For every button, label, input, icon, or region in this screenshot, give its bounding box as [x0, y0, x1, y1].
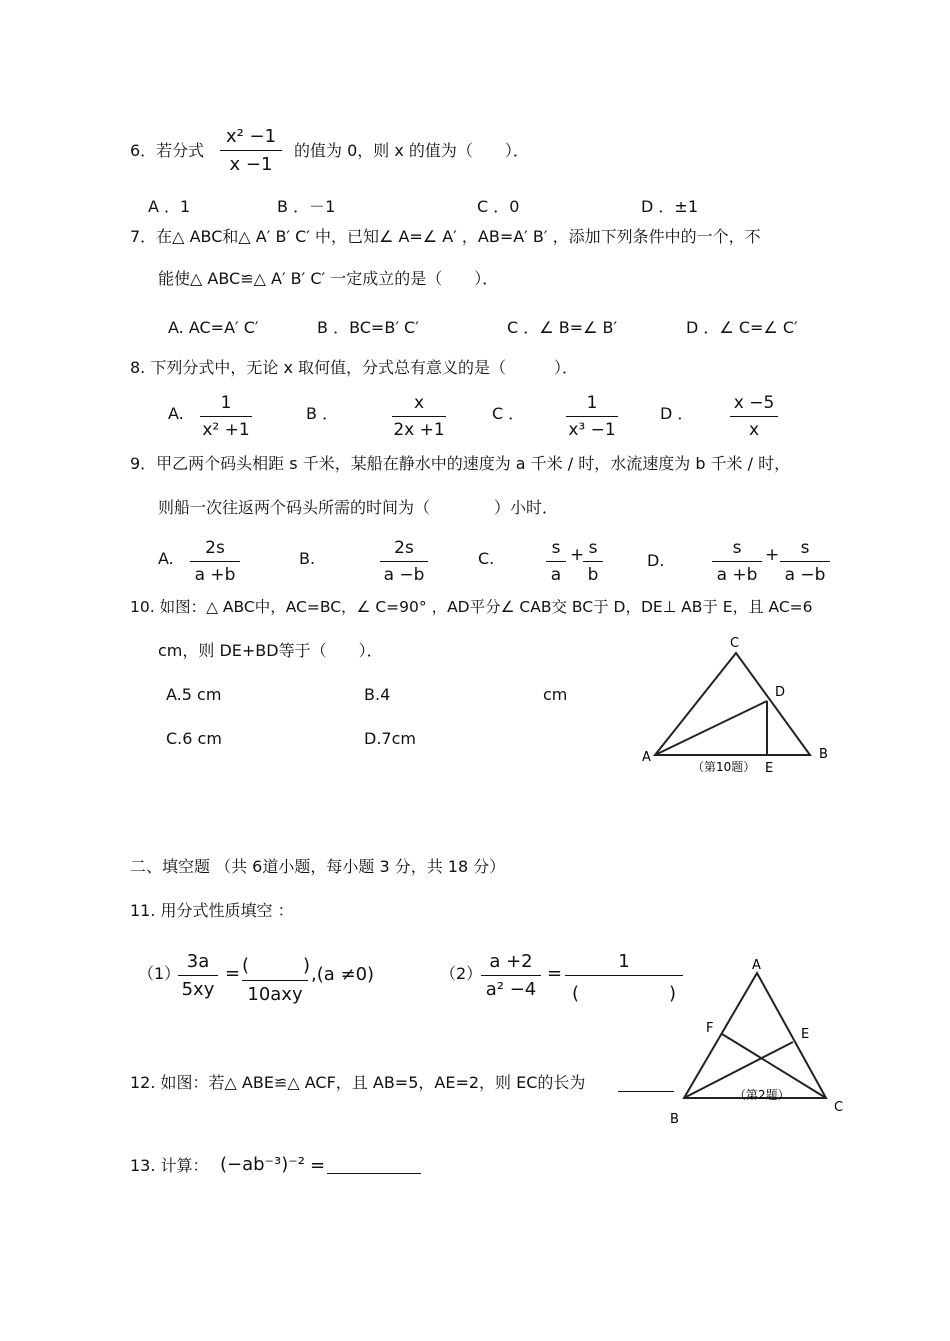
q11-p1-left-fraction	[178, 951, 218, 1000]
q6-denominator: x −1	[229, 154, 273, 175]
q9-c1-numerator: s	[551, 538, 561, 558]
q6-option-c: C ．0	[477, 197, 520, 216]
q10-line1: 10. 如图：△ ABC中，AC=BC，∠ C=90° ，AD平分∠ CAB交 BC于 D，DE⊥ AB于 E，且 AC=6	[130, 598, 813, 616]
q9-fraction-b	[380, 538, 428, 585]
q6-prefix: 6．若分式	[130, 141, 205, 160]
q11-p1-equals: =	[225, 963, 241, 984]
q7-option-c: C ．∠ B=∠ B′	[507, 318, 618, 337]
q9-a-numerator: 2s	[205, 538, 225, 558]
q11-p2-denominator: a² −4	[485, 979, 537, 1000]
q11-p2-left-fraction	[481, 951, 541, 1000]
q8-d-numerator: x −5	[733, 393, 775, 413]
section2-title: 二、填空题 （共 6道小题，每小题 3 分，共 18 分）	[130, 857, 506, 876]
q9-a-denominator: a +b	[194, 565, 236, 585]
q9-c1-denominator: a	[550, 565, 562, 585]
q7-line1: 7．在△ ABC和△ A′ B′ C′ 中，已知∠ A=∠ A′ ，AB=A′ B′ ，添加下列条件中的一个，不	[130, 227, 761, 246]
q9-d2-denominator: a −b	[784, 565, 826, 585]
q9-fraction-a	[190, 538, 240, 585]
q8-c-denominator: x³ −1	[568, 420, 616, 440]
q11-p2-blank-denominator: ( )	[571, 983, 677, 1004]
q7-option-a: A. AC=A′ C′	[168, 318, 259, 337]
q10-caption: （第10题）	[692, 760, 756, 774]
q6-option-b: B ．－1	[277, 197, 336, 216]
q13-equals: =	[310, 1155, 326, 1176]
q9-fraction-c1	[546, 538, 566, 585]
q8-label-c: C ．	[492, 404, 525, 423]
q10-option-d: D.7cm	[364, 729, 416, 748]
q7-option-b: B ．BC=B′ C′	[317, 318, 419, 337]
q12-label-c: C	[834, 1100, 844, 1115]
q10-label-d: D	[775, 685, 786, 700]
q8-label-a: A.	[168, 404, 184, 423]
q11-p1-label: （1）	[138, 964, 181, 983]
q9-line2: 则船一次往返两个码头所需的时间为（ ）小时．	[158, 498, 559, 517]
q11-p1-right-fraction	[242, 951, 311, 1005]
q10-label-c: C	[730, 636, 740, 651]
q9-label-b: B.	[299, 549, 316, 568]
q10-label-e: E	[765, 761, 774, 776]
q9-label-d: D.	[647, 551, 665, 570]
q8-b-denominator: 2x +1	[393, 420, 445, 440]
q8-a-numerator: 1	[220, 393, 232, 413]
q11-p1-condition: ,(a ≠0)	[311, 964, 375, 985]
q11-p2-right-numerator: 1	[618, 951, 630, 972]
q12-label-f: F	[706, 1021, 714, 1036]
q8-fraction-a	[200, 393, 252, 440]
q9-b-numerator: 2s	[394, 538, 414, 558]
q12-triangle-figure	[660, 955, 860, 1135]
q11-p1-numerator: 3a	[186, 951, 210, 972]
q10-option-b: B.4	[364, 685, 391, 704]
q12-label-a: A	[752, 958, 761, 973]
q8-fraction-b	[392, 393, 446, 440]
q11-p1-denominator: 5xy	[181, 979, 215, 1000]
q12-label-b: B	[670, 1112, 679, 1127]
q13-label: 13. 计算：	[130, 1156, 209, 1175]
q10-label-a: A	[642, 750, 651, 765]
q11-p1-right-denominator: 10axy	[247, 984, 303, 1005]
q13-answer-blank	[327, 1173, 421, 1174]
q8-fraction-d	[730, 393, 778, 440]
q9-fraction-d2	[780, 538, 830, 585]
q6-option-a: A ．1	[148, 197, 191, 216]
q11-p2-equals: =	[547, 963, 563, 984]
q11-p2-numerator: a +2	[489, 951, 533, 972]
q10-label-b: B	[819, 747, 828, 762]
q6-suffix: 的值为 0，则 x 的值为（ ）．	[294, 141, 529, 160]
q9-c2-numerator: s	[588, 538, 598, 558]
q10-option-a: A.5 cm	[166, 685, 222, 704]
q12-caption: （第2题）	[734, 1088, 790, 1102]
q9-d2-numerator: s	[800, 538, 810, 558]
q12-label-e: E	[801, 1027, 810, 1042]
q10-option-c: C.6 cm	[166, 729, 222, 748]
q7-line2: 能使△ ABC≌△ A′ B′ C′ 一定成立的是（ ）．	[158, 269, 499, 288]
q9-fraction-d1	[712, 538, 762, 585]
q9-fraction-c2	[583, 538, 603, 585]
q9-d1-numerator: s	[732, 538, 742, 558]
q9-c-plus: +	[570, 545, 585, 565]
q9-d-plus: +	[765, 545, 780, 565]
q7-option-d: D ．∠ C=∠ C′	[686, 318, 798, 337]
q11-p1-blank-numerator: ( )	[242, 955, 311, 976]
q9-b-denominator: a −b	[383, 565, 425, 585]
q13-expression: (−ab⁻³)⁻²	[220, 1154, 306, 1175]
q10-triangle-figure	[630, 625, 850, 780]
q8-label-b: B ．	[306, 404, 339, 423]
q10-line2: cm，则 DE+BD等于（ ）．	[158, 641, 383, 660]
q8-d-denominator: x	[748, 420, 760, 440]
q8-stem: 8. 下列分式中，无论 x 取何值，分式总有意义的是（ ）．	[130, 358, 578, 377]
q12-text: 12. 如图：若△ ABE≌△ ACF，且 AB=5，AE=2，则 EC的长为	[130, 1073, 586, 1092]
q9-label-a: A.	[158, 549, 174, 568]
q6-option-d: D ．±1	[641, 197, 698, 216]
q10-option-b-unit: cm	[543, 685, 568, 704]
q11-stem: 11. 用分式性质填空 ：	[130, 901, 294, 920]
q8-a-denominator: x² +1	[202, 420, 250, 440]
q8-b-numerator: x	[413, 393, 425, 413]
q11-p2-label: （2）	[440, 964, 483, 983]
q8-label-d: D ．	[660, 404, 694, 423]
q8-fraction-c	[566, 393, 618, 440]
q9-line1: 9．甲乙两个码头相距 s 千米，某船在静水中的速度为 a 千米 / 时，水流速度为 b 千米 / 时，	[130, 454, 791, 473]
q9-c2-denominator: b	[587, 565, 599, 585]
q6-numerator: x² −1	[225, 126, 277, 147]
q9-label-c: C.	[478, 549, 495, 568]
q6-fraction	[220, 126, 282, 175]
q9-d1-denominator: a +b	[716, 565, 758, 585]
q8-c-numerator: 1	[586, 393, 598, 413]
